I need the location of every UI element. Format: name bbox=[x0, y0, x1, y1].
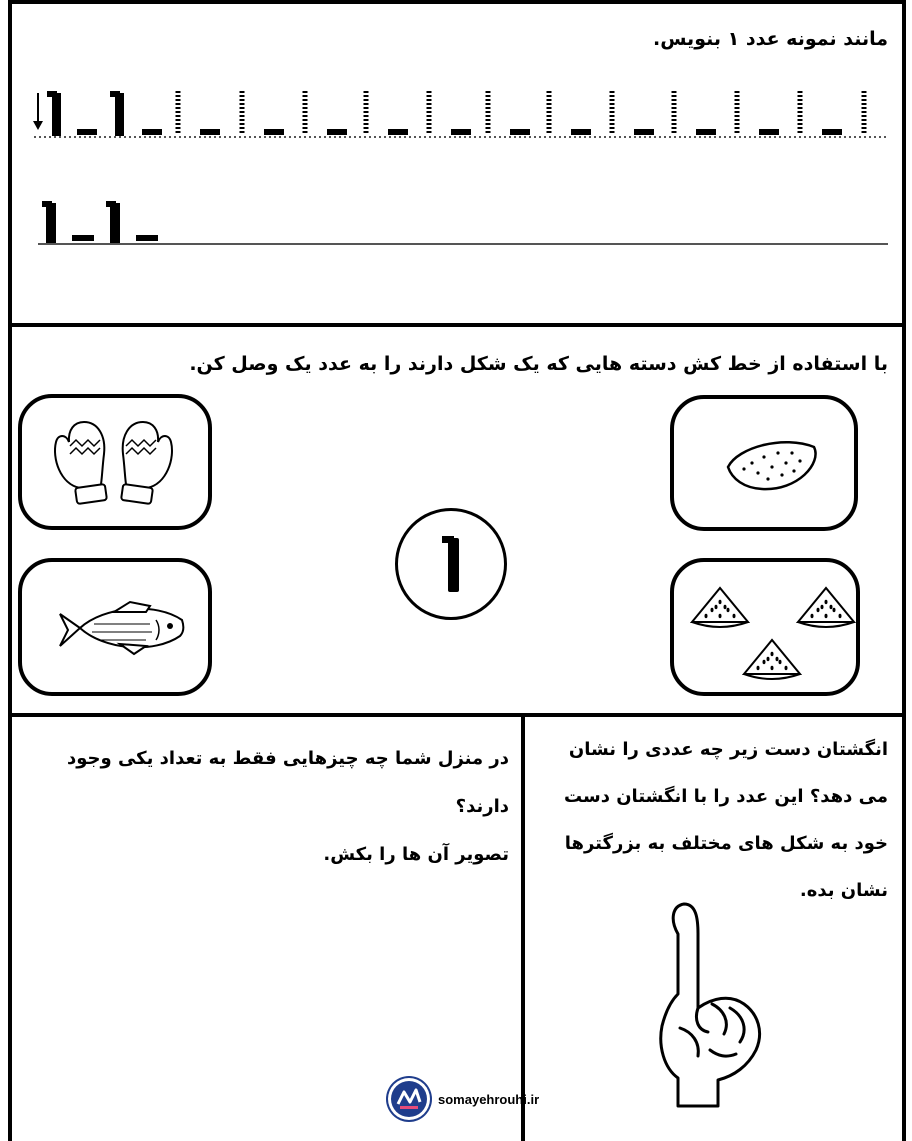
baseline-dash bbox=[388, 129, 408, 135]
finger-question-line-3: خود به شکل های مختلف به بزرگترها bbox=[564, 833, 888, 854]
home-question-line-1: در منزل شما چه چیزهایی فقط به تعداد یکی وجود دارند؟ bbox=[67, 748, 509, 817]
baseline-dash bbox=[634, 129, 654, 135]
baseline-dash bbox=[200, 129, 220, 135]
baseline-dash bbox=[571, 129, 591, 135]
site-url[interactable]: somayehrouhi.ir bbox=[438, 1091, 540, 1107]
border-top bbox=[8, 0, 906, 4]
tracing-row bbox=[0, 85, 912, 155]
baseline-dash bbox=[510, 129, 530, 135]
solid-digit-2 bbox=[110, 91, 162, 136]
solid-digit-1 bbox=[47, 91, 97, 136]
finger-question-line-1: انگشتان دست زیر چه عددی را نشان bbox=[568, 739, 888, 760]
baseline-dash bbox=[451, 129, 471, 135]
group-box-mittens[interactable] bbox=[18, 394, 212, 530]
home-question-line-2: تصویر آن ها را بکش. bbox=[323, 844, 509, 865]
match-instruction: با استفاده از خط کش دسته هایی که یک شکل دارند را به عدد یک وصل کن. bbox=[189, 353, 888, 375]
start-arrow-icon bbox=[33, 93, 43, 130]
border-left bbox=[8, 0, 12, 1141]
practice-row bbox=[0, 195, 912, 255]
footer-brand bbox=[386, 1076, 539, 1122]
group-box-seed[interactable] bbox=[670, 395, 858, 531]
digit-one bbox=[431, 534, 471, 594]
watermelon-slices-icon bbox=[674, 562, 856, 692]
home-question bbox=[19, 735, 509, 879]
finger-question bbox=[538, 726, 888, 914]
fish-icon bbox=[22, 562, 208, 692]
baseline-dash bbox=[822, 129, 842, 135]
site-logo-icon bbox=[386, 1076, 432, 1122]
group-box-watermelon[interactable] bbox=[670, 558, 860, 696]
finger-question-line-4: نشان بده. bbox=[799, 880, 888, 901]
watermelon-slice bbox=[798, 588, 854, 627]
baseline-dash bbox=[327, 129, 347, 135]
watermelon-slice bbox=[692, 588, 748, 627]
number-one-circle[interactable] bbox=[395, 508, 507, 620]
finger-question-line-2: می دهد؟ این عدد را با انگشتان دست bbox=[563, 786, 888, 807]
write-instruction: مانند نمونه عدد ۱ بنویس. bbox=[652, 28, 888, 50]
baseline-dash bbox=[759, 129, 779, 135]
baseline-dash bbox=[696, 129, 716, 135]
section-divider-1 bbox=[8, 323, 906, 327]
watermelon-slice bbox=[744, 640, 800, 679]
baseline-dash bbox=[264, 129, 284, 135]
section-divider-2 bbox=[8, 713, 906, 717]
seed-icon bbox=[674, 399, 854, 527]
group-box-fish[interactable] bbox=[18, 558, 212, 696]
border-right bbox=[902, 0, 906, 1141]
dotted-digits bbox=[178, 91, 864, 135]
pointing-finger-icon bbox=[640, 900, 790, 1110]
mittens-icon bbox=[22, 398, 208, 526]
